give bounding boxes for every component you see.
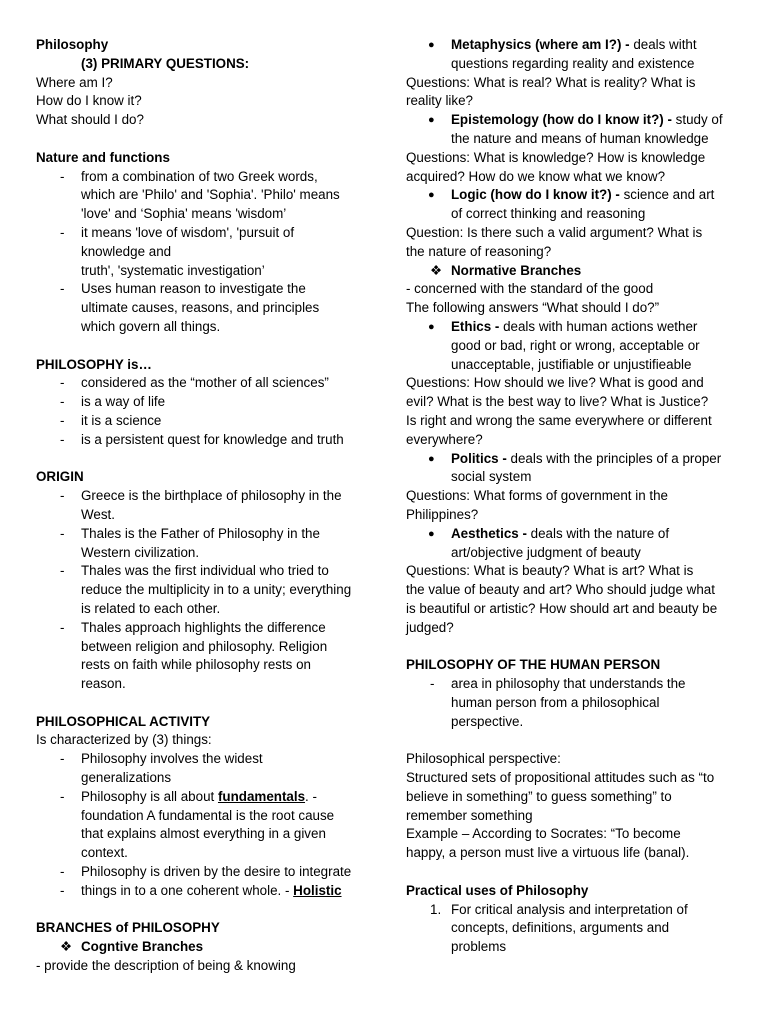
list-item: - Philosophy is driven by the desire to integrate — [36, 863, 366, 882]
philosophy-is-heading: PHILOSOPHY is… — [36, 356, 152, 372]
list-item: - Philosophy is all about fundamentals. - foundation A fundamental is the root cause that explains almost everything in a given context. — [36, 788, 366, 863]
list-item: - is a way of life — [36, 393, 366, 412]
list-item: - Thales approach highlights the difference between religion and philosophy. Religion rests on faith while philosophy rests on reason. — [36, 619, 366, 694]
list-item: - from a combination of two Greek words, which are 'Philo' and 'Sophia'. 'Philo' means 'love' and ‘Sophia' means 'wisdom’ — [36, 168, 366, 224]
question-line: What should I do? — [36, 112, 144, 128]
holistic-emphasis: Holistic — [293, 882, 342, 898]
origin-list — [36, 487, 366, 694]
primary-questions-heading: (3) PRIMARY QUESTIONS: — [81, 55, 250, 71]
human-person-list — [406, 675, 736, 731]
fundamentals-emphasis: fundamentals — [217, 788, 306, 804]
epistemology-item: ● Epistemology (how do I know it?) - study of the nature and means of human knowledge — [406, 111, 736, 149]
question-line: reality like? — [406, 93, 473, 109]
logic-item: ● Logic (how do I know it?) - science and art of correct thinking and reasoning — [406, 186, 736, 224]
document-title: Philosophy — [36, 37, 109, 52]
question-line: Philippines? — [406, 506, 479, 522]
list-item: - area in philosophy that understands the human person from a philosophical perspective. — [406, 675, 736, 731]
question-line: everywhere? — [406, 431, 483, 447]
metaphysics-item: ● Metaphysics (where am I?) - deals witht questions regarding reality and existence — [406, 36, 736, 74]
list-item: - Uses human reason to investigate the ultimate causes, reasons, and principles which govern all things. — [36, 280, 366, 336]
question-line: Questions: What is beauty? What is art? What is — [406, 563, 694, 579]
practical-heading: Practical uses of Philosophy — [406, 882, 589, 898]
question-line: Questions: What is real? What is reality? What is — [406, 74, 696, 90]
cognitive-heading: ❖ Cogntive Branches — [36, 938, 366, 957]
philosophy-is-list — [36, 374, 366, 449]
aesthetics-item: ● Aesthetics - deals with the nature of art/objective judgment of beauty — [406, 525, 736, 563]
left-column — [36, 36, 366, 976]
question-line: acquired? How do we know what we know? — [406, 168, 666, 184]
list-item: - considered as the “mother of all sciences” — [36, 374, 366, 393]
question-line: Where am I? — [36, 74, 113, 90]
ethics-item: ● Ethics - deals with human actions wether good or bad, right or wrong, acceptable or unacceptable, justifiable or unjustifieable — [406, 318, 736, 374]
question-line: is beautiful or artistic? How should art and beauty be — [406, 600, 718, 616]
perspective-line: Example – According to Socrates: “To become — [406, 826, 681, 842]
list-item: - Philosophy involves the widest generalizations — [36, 750, 366, 788]
branches-heading: BRANCHES of PHILOSOPHY — [36, 920, 220, 936]
activity-heading: PHILOSOPHICAL ACTIVITY — [36, 713, 211, 729]
origin-heading: ORIGIN — [36, 469, 84, 485]
activity-list — [36, 750, 366, 900]
question-line: Questions: What is knowledge? How is knowledge — [406, 149, 706, 165]
list-item: - it means 'love of wisdom', 'pursuit of knowledge and truth', 'systematic investigation’ — [36, 224, 366, 280]
normative-heading: ❖ Normative Branches — [406, 262, 736, 281]
perspective-line: believe in something” to guess something” to — [406, 788, 672, 804]
right-column — [406, 36, 736, 957]
politics-item: ● Politics - deals with the principles of a proper social system — [406, 450, 736, 488]
question-line: Is right and wrong the same everywhere or different — [406, 412, 712, 428]
question-line: the nature of reasoning? — [406, 243, 552, 259]
question-line: Questions: What forms of government in the — [406, 488, 668, 504]
activity-intro: Is characterized by (3) things: — [36, 732, 212, 748]
list-item: - Thales was the first individual who tried to reduce the multiplicity in to a unity; everything is related to each other. — [36, 562, 366, 618]
cognitive-description: - provide the description of being & knowing — [36, 958, 296, 974]
normative-description: - concerned with the standard of the good — [406, 281, 654, 297]
question-line: Questions: How should we live? What is good and — [406, 375, 704, 391]
normative-description: The following answers “What should I do?” — [406, 300, 660, 316]
practical-item: 1. For critical analysis and interpretation of concepts, definitions, arguments and problems — [430, 901, 688, 955]
list-item: - things in to a one coherent whole. - Holistic — [36, 882, 366, 901]
list-item: - Greece is the birthplace of philosophy in the West. — [36, 487, 366, 525]
nature-heading: Nature and functions — [36, 149, 170, 165]
perspective-line: happy, a person must live a virtuous life (banal). — [406, 845, 690, 861]
question-line: Question: Is there such a valid argument? What is — [406, 224, 703, 240]
question-line: evil? What is the best way to live? What is Justice? — [406, 394, 709, 410]
question-line: the value of beauty and art? Who should judge what — [406, 582, 715, 598]
list-item: - Thales is the Father of Philosophy in the Western civilization. — [36, 525, 366, 563]
question-line: judged? — [406, 619, 454, 635]
list-item: - is a persistent quest for knowledge and truth — [36, 431, 366, 450]
perspective-label: Philosophical perspective: — [406, 751, 561, 767]
perspective-line: remember something — [406, 807, 533, 823]
perspective-line: Structured sets of propositional attitudes such as “to — [406, 770, 715, 786]
human-person-heading: PHILOSOPHY OF THE HUMAN PERSON — [406, 657, 661, 673]
question-line: How do I know it? — [36, 93, 142, 109]
nature-list — [36, 168, 366, 337]
list-item: - it is a science — [36, 412, 366, 431]
